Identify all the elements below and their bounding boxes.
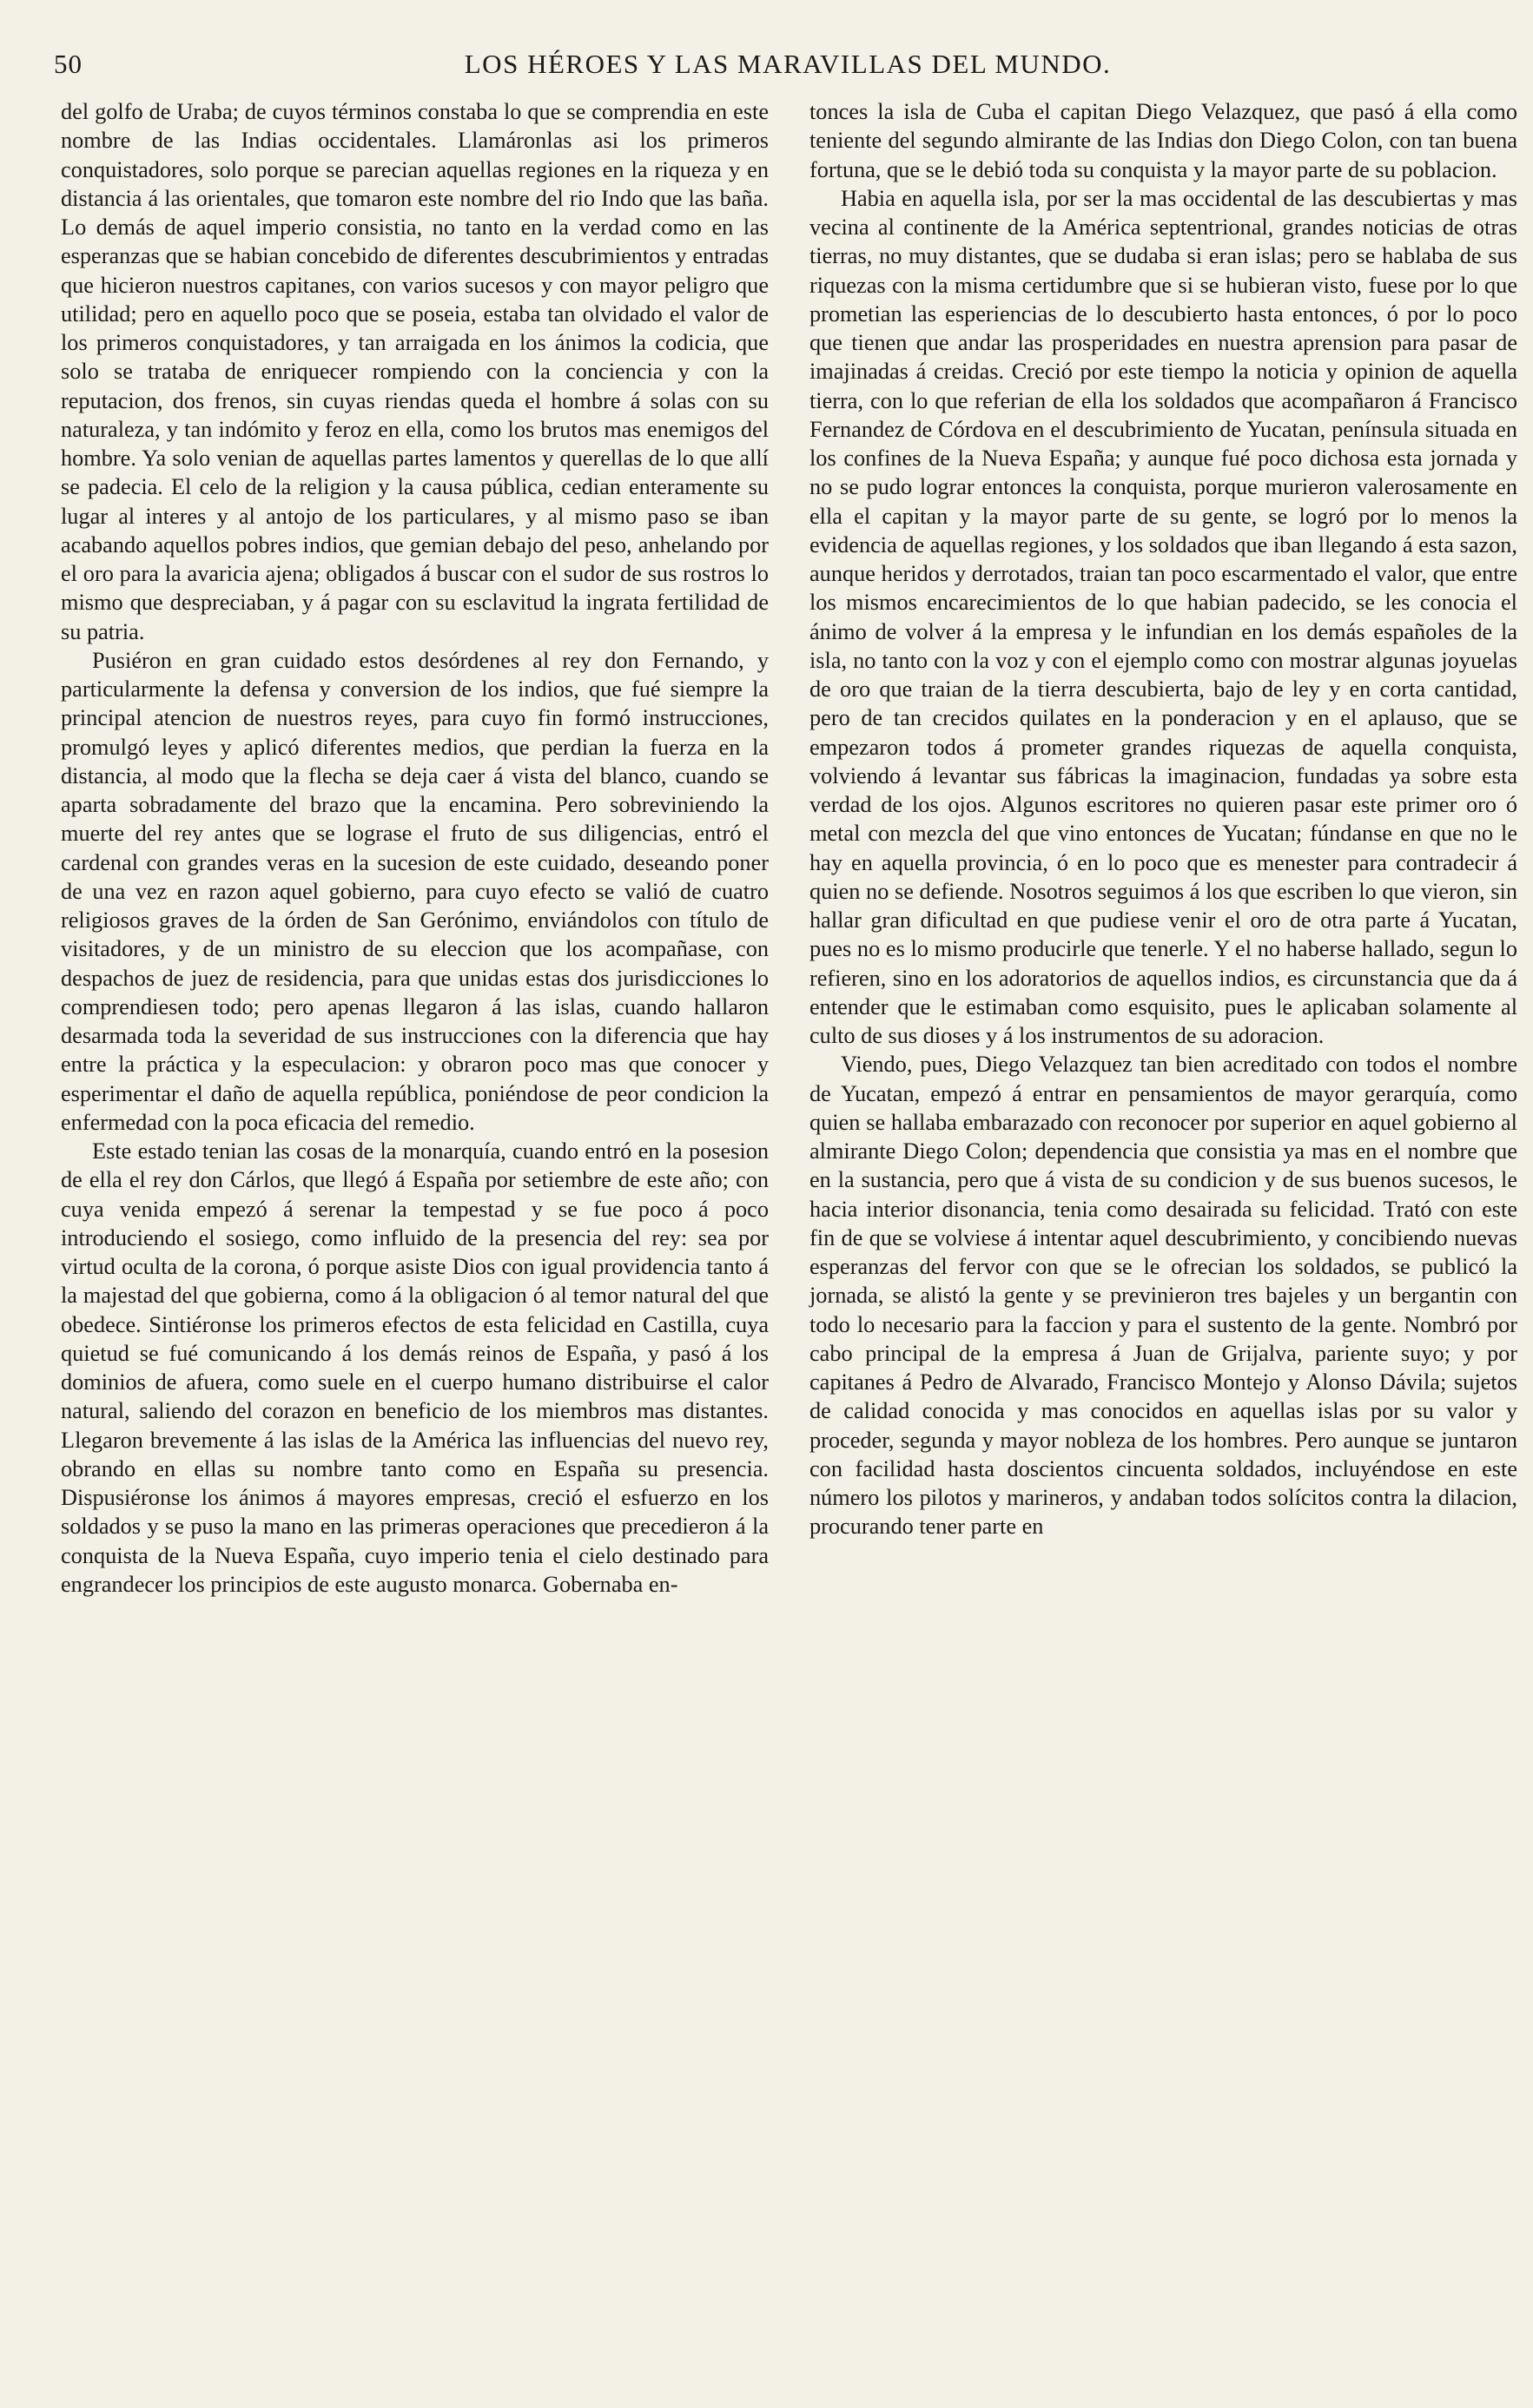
right-column bbox=[809, 97, 1517, 1541]
page-number: 50 bbox=[54, 49, 83, 79]
running-title: LOS HÉROES Y LAS MARAVILLAS DEL MUNDO. bbox=[464, 49, 1112, 79]
page-header bbox=[54, 49, 1522, 87]
paragraph: tonces la isla de Cuba el capitan Diego Velazquez, que pasó á ella como teniente del segundo almirante de las Indias don Diego Colon, con tan buena fortuna, que se le debió toda su conquista y la mayor parte de su poblacion. bbox=[809, 99, 1517, 182]
paragraph: Habia en aquella isla, por ser la mas occidental de las descubiertas y mas vecina al continente de la América septentrional, grandes noticias de otras tierras, no muy distantes, que se dudaba si eran islas; pero se hablaba de sus riquezas con la misma certidumbre que si se hubieran visto, fuese por lo que prometian las esperiencias de lo descubierto hasta entonces, ó por lo poco que tienen que andar las prosperidades en nuestra aprension para pasar de imajinadas á creidas. Creció por este tiempo la noticia y opinion de aquella tierra, con lo que referian de ella los soldados que acompañaron á Francisco Fernandez de Córdova en el descubrimiento de Yucatan, península situada en los confines de la Nueva España; y aunque fué poco dichosa esta jornada y no se pudo lograr entonces la conquista, porque murieron valerosamente en ella el capitan y la mayor parte de su gente, se logró por lo menos la evidencia de aquellas regiones, y los soldados que iban llegando á esta sazon, aunque heridos y derrotados, traian tan poco escarmentado el valor, que entre los mismos encarecimientos de lo que habian padecido, se les conocia el ánimo de volver á la empresa y le infundian en los demás españoles de la isla, no tanto con la voz y con el ejemplo como con mostrar algunas joyuelas de oro que traian de la tierra descubierta, bajo de ley y en corta cantidad, pero de tan crecidos quilates en la ponderacion y en el aplauso, que se empezaron todos á prometer grandes riquezas de aquella conquista, volviendo á levantar sus fábricas la imaginacion, fundadas ya sobre esta verdad de los ojos. Algunos escritores no quieren pasar este primer oro ó metal con mezcla del que vino entonces de Yucatan; fúndanse en que no le hay en aquella provincia, ó en lo poco que es menester para contradecir á quien no se defiende. Nosotros seguimos á los que escriben lo que vieron, sin hallar gran dificultad en que pudiese venir el oro de otra parte á Yucatan, pues no es lo mismo producirle que tenerle. Y el no haberse hallado, segun lo refieren, sino en los adoratorios de aquellos indios, es circunstancia que da á entender que le estimaban como esquisito, pues le aplicaban solamente al culto de sus dioses y á los instrumentos de su adoracion. bbox=[809, 185, 1517, 1048]
paragraph: Pusiéron en gran cuidado estos desórdenes al rey don Fernando, y particularmente la defensa y conversion de los indios, que fué siempre la principal atencion de nuestros reyes, para cuyo fin formó instrucciones, promulgó leyes y aplicó diferentes medios, que perdian la fuerza en la distancia, al modo que la flecha se deja caer á vista del blanco, cuando se aparta sobradamente del brazo que la encamina. Pero sobreviniendo la muerte del rey antes que se lograse el fruto de sus diligencias, entró el cardenal con grandes veras en la sucesion de este cuidado, deseando poner de una vez en razon aquel gobierno, para cuyo efecto se valió de cuatro religiosos graves de la órden de San Gerónimo, enviándolos con título de visitadores, y de un ministro de su eleccion que los acompañase, con despachos de juez de residencia, para que unidas estas dos jurisdicciones lo comprendiesen todo; pero apenas llegaron á las islas, cuando hallaron desarmada toda la severidad de sus instrucciones con la diferencia que hay entre la práctica y la especulacion: y obraron poco mas que conocer y esperimentar el daño de aquella república, poniéndose de peor condicion la enfermedad con la poca eficacia del remedio. bbox=[61, 647, 769, 1135]
paragraph: Viendo, pues, Diego Velazquez tan bien acreditado con todos el nombre de Yucatan, empezó á entrar en pensamientos de mayor gerarquía, como quien se hallaba embarazado con reconocer por superior en aquel gobierno al almirante Diego Colon; dependencia que consistia ya mas en el nombre que en la sustancia, pero que á vista de su condicion y de sus buenos sucesos, le hacia interior disonancia, tenia como desairada su felicidad. Trató con este fin de que se volviese á intentar aquel descubrimiento, y concibiendo nuevas esperanzas del fervor con que se le ofrecian los soldados, se publicó la jornada, se alistó la gente y se previnieron tres bajeles y un bergantin con todo lo necesario para la faccion y para el sustento de la gente. Nombró por cabo principal de la empresa á Juan de Grijalva, pariente suyo; y por capitanes á Pedro de Alvarado, Francisco Montejo y Alonso Dávila; sujetos de calidad conocida y mas conocidos en aquellas islas por su valor y proceder, segunda y mayor nobleza de los hombres. Pero aunque se juntaron con facilidad hasta doscientos cincuenta soldados, incluyéndose en este número los pilotos y marineros, y andaban todos solícitos contra la dilacion, procurando tener parte en bbox=[809, 1052, 1517, 1540]
paragraph: Este estado tenian las cosas de la monarquía, cuando entró en la posesion de ella el rey don Cárlos, que llegó á España por setiembre de este año; con cuya venida empezó á serenar la tempestad y se fue poco á poco introduciendo el sosiego, como influido de la presencia del rey: sea por virtud oculta de la corona, ó porque asiste Dios con igual providencia tanto á la majestad del que gobierna, como á la obligacion ó al temor natural del que obedece. Sintiéronse los primeros efectos de esta felicidad en Castilla, cuya quietud se fué comunicando á los demás reinos de España, y pasó á los dominios de afuera, como suele en el cuerpo humano distribuirse el calor natural, saliendo del corazon en beneficio de los miembros mas distantes. Llegaron brevemente á las islas de la América las influencias del nuevo rey, obrando en ellas su nombre tanto como en España su presencia. Dispusiéronse los ánimos á mayores empresas, creció el esfuerzo en los soldados y se puso la mano en las primeras operaciones que precedieron á la conquista de la Nueva España, cuyo imperio tenia el cielo destinado para engrandecer los principios de este augusto monarca. Gobernaba en- bbox=[61, 1138, 769, 1597]
left-column bbox=[61, 97, 769, 1599]
paragraph: del golfo de Uraba; de cuyos términos constaba lo que se comprendia en este nombre de las Indias occidentales. Llamáronlas asi los primeros conquistadores, solo porque se parecian aquellas regiones en la riqueza y en distancia á las orientales, que tomaron este nombre del rio Indo que las baña. Lo demás de aquel imperio consistia, no tanto en la verdad como en las esperanzas que se habian concebido de diferentes descubrimientos y entradas que hicieron nuestros capitanes, con varios sucesos y con mayor peligro que utilidad; pero en aquello poco que se poseia, estaba tan olvidado el valor de los primeros conquistadores, y tan arraigada en los ánimos la codicia, que solo se trataba de enriquecer rompiendo con la conciencia y con la reputacion, dos frenos, sin cuyas riendas queda el hombre á solas con su naturaleza, y tan indómito y feroz en ella, como los brutos mas enemigos del hombre. Ya solo venian de aquellas partes lamentos y querellas de lo que allí se padecia. El celo de la religion y la causa pública, cedian enteramente su lugar al interes y al antojo de los particulares, y al mismo paso se iban acabando aquellos pobres indios, que gemian debajo del peso, anhelando por el oro para la avaricia ajena; obligados á buscar con el sudor de sus rostros lo mismo que despreciaban, y á pagar con su esclavitud la ingrata fertilidad de su patria. bbox=[61, 99, 769, 644]
